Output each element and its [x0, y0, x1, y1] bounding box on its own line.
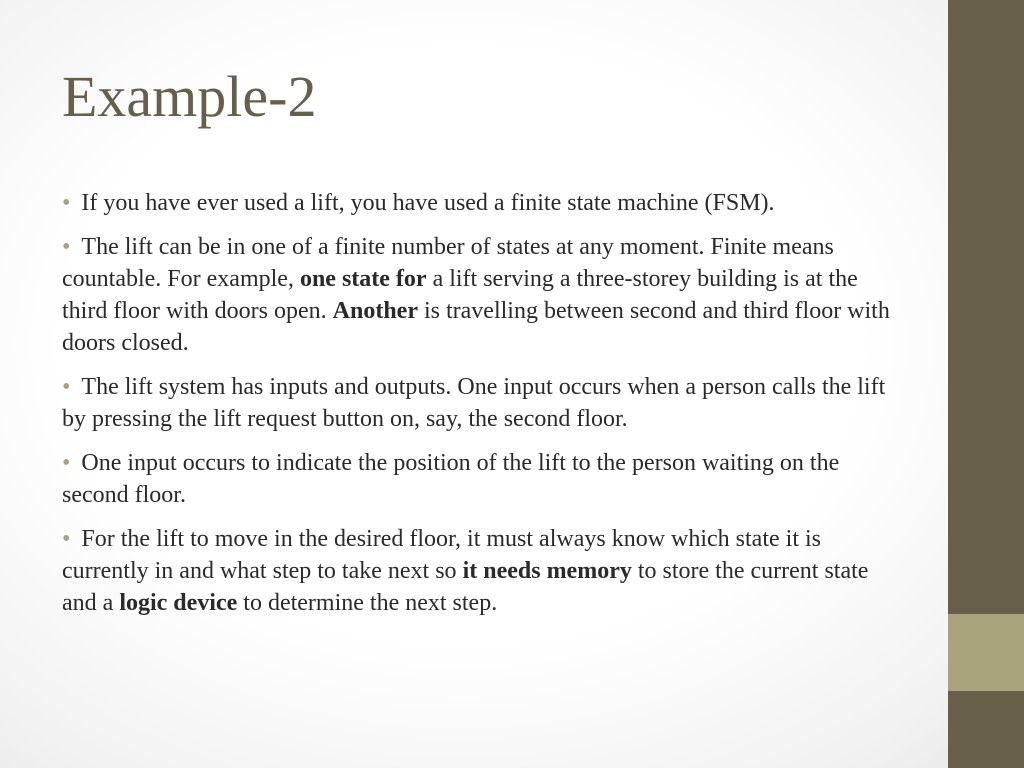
- bullet-text: If you have ever used a lift, you have used a finite state machine (FSM).: [81, 190, 775, 216]
- bullet-dot-icon: •: [62, 374, 71, 400]
- bullet-text: For the lift to move in the desired floor, it must always know which state it is currently in and what step to take next so: [62, 526, 821, 584]
- bullet-text: The lift can be in one of a finite number of states at any moment. Finite means countable. For example,: [62, 234, 834, 292]
- bullet-item-2: [62, 231, 897, 359]
- bullet-text: to determine the next step.: [237, 590, 498, 616]
- bullet-dot-icon: •: [62, 526, 71, 552]
- slide-title: Example-2: [62, 64, 317, 129]
- bullet-item-3: [62, 371, 897, 435]
- bullet-bold-text: one state for: [299, 266, 427, 292]
- bullet-item-5: [62, 523, 897, 619]
- bullet-dot-icon: •: [62, 450, 71, 476]
- bullet-list: [62, 187, 897, 631]
- bullet-text: The lift system has inputs and outputs. One input occurs when a person calls the lift by pressing the lift request button on, say, the second floor.: [62, 374, 886, 432]
- bullet-dot-icon: •: [62, 190, 71, 216]
- bullet-text: is travelling between second and third floor with doors closed.: [62, 298, 890, 356]
- bullet-bold-text: logic device: [119, 590, 238, 616]
- bullet-bold-text: Another: [332, 298, 418, 324]
- bullet-text: a lift serving a three-storey building is at the third floor with doors open.: [62, 266, 858, 324]
- bullet-item-4: [62, 447, 897, 511]
- decorative-side-bar-accent: [948, 614, 1024, 691]
- bullet-dot-icon: •: [62, 234, 71, 260]
- bullet-text: One input occurs to indicate the position of the lift to the person waiting on the second floor.: [62, 450, 840, 508]
- bullet-text: to store the current state and a: [62, 558, 869, 616]
- bullet-item-1: [62, 187, 897, 219]
- bullet-bold-text: it needs memory: [462, 558, 632, 584]
